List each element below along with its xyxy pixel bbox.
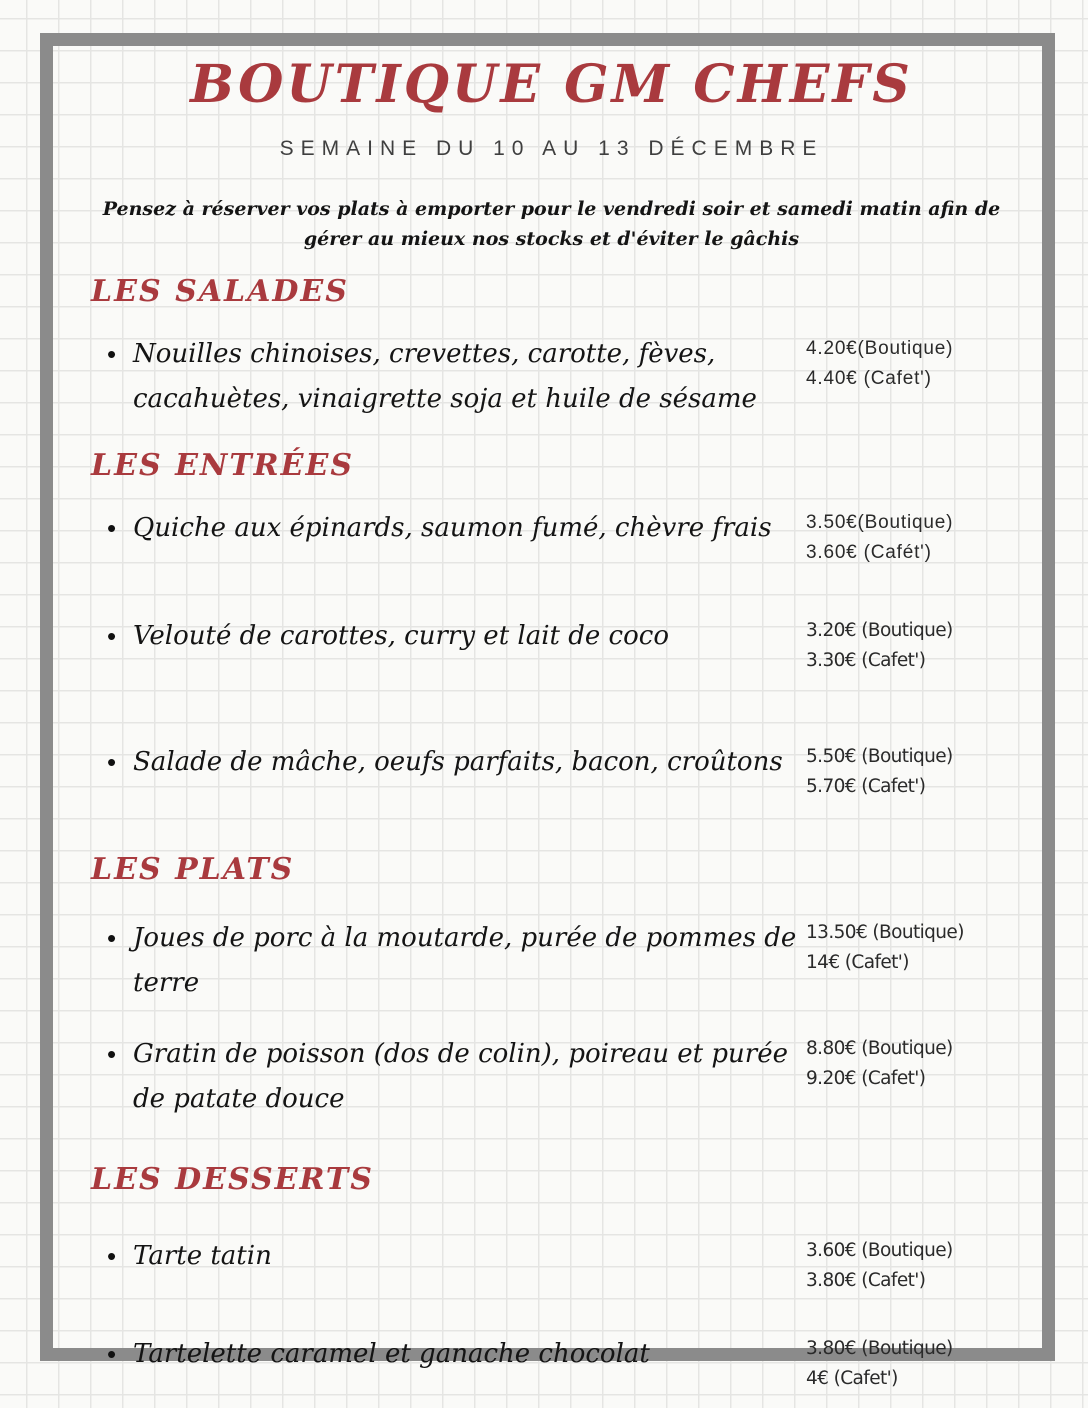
menu-item-veloute [79,614,1024,676]
price-cafet: 3.80€ (Cafet') [806,1270,926,1291]
price-boutique: 8.80€ (Boutique) [806,1038,953,1059]
price-boutique: 3.60€ (Boutique) [806,1240,953,1261]
menu-item-name: Gratin de poisson (dos de colin), poireau et purée de patate douce [133,1039,788,1114]
bullet-icon: • [107,1241,117,1271]
section-heading-salades: LES SALADES [91,274,349,309]
price-boutique: 3.80€ (Boutique) [806,1338,953,1359]
menu-item-gratin-poisson [79,1032,1024,1122]
bullet-icon: • [107,1039,117,1069]
menu-item-name: Velouté de carottes, curry et lait de coco [133,621,669,651]
page-title: BOUTIQUE GM CHEFS [190,54,913,115]
price-block [806,1234,1024,1296]
price-block [806,1332,1024,1394]
price-block [806,740,1024,802]
bullet-icon: • [107,747,117,777]
menu-item-name: Tarte tatin [133,1241,272,1271]
page-subtitle: SEMAINE DU 10 AU 13 DÉCEMBRE [279,137,824,160]
menu-item-name: Tartelette caramel et ganache chocolat [133,1339,650,1369]
price-cafet: 3.60€ (Cafét') [806,542,932,563]
menu-item-name: Joues de porc à la moutarde, purée de pommes de terre [133,923,797,998]
price-cafet: 14€ (Cafet') [806,952,909,973]
price-cafet: 5.70€ (Cafet') [806,776,926,797]
menu-border-frame [40,33,1055,1389]
bullet-icon: • [107,339,117,369]
menu-item-salade-mache [79,740,1024,802]
menu-item-name: Salade de mâche, oeufs parfaits, bacon, croûtons [133,747,783,777]
bullet-icon: • [107,1339,117,1369]
bullet-icon: • [107,621,117,651]
price-boutique: 13.50€ (Boutique) [806,922,964,943]
menu-item-tartelette [79,1332,1024,1394]
section-heading-plats: LES PLATS [91,852,295,887]
price-cafet: 4.40€ (Cafet') [806,368,932,389]
price-boutique: 3.20€ (Boutique) [806,620,953,641]
menu-item-name: Nouilles chinoises, crevettes, carotte, fèves, cacahuètes, vinaigrette soja et huile de sésame [133,339,757,414]
price-block [806,506,1024,568]
price-block [806,1032,1024,1094]
section-heading-desserts: LES DESSERTS [91,1162,374,1197]
bullet-icon: • [107,923,117,953]
price-boutique: 3.50€(Boutique) [806,512,954,533]
price-cafet: 4€ (Cafet') [806,1368,898,1389]
price-cafet: 9.20€ (Cafet') [806,1068,926,1089]
menu-content [53,46,1042,1394]
menu-item-joues-de-porc [79,916,1024,1006]
reservation-notice: Pensez à réserver vos plats à emporter pour le vendredi soir et samedi matin afin de gérer au mieux nos stocks et d'éviter le gâchis [102,198,1001,250]
menu-item-tarte-tatin [79,1234,1024,1296]
section-heading-entrees: LES ENTRÉES [91,448,355,483]
menu-item-nouilles [79,332,1024,422]
bullet-icon: • [107,513,117,543]
menu-item-name: Quiche aux épinards, saumon fumé, chèvre frais [133,513,772,543]
menu-item-quiche [79,506,1024,568]
price-boutique: 5.50€ (Boutique) [806,746,953,767]
price-block [806,614,1024,676]
price-block [806,916,1024,978]
price-block [806,332,1024,394]
price-boutique: 4.20€(Boutique) [806,338,954,359]
price-cafet: 3.30€ (Cafet') [806,650,926,671]
